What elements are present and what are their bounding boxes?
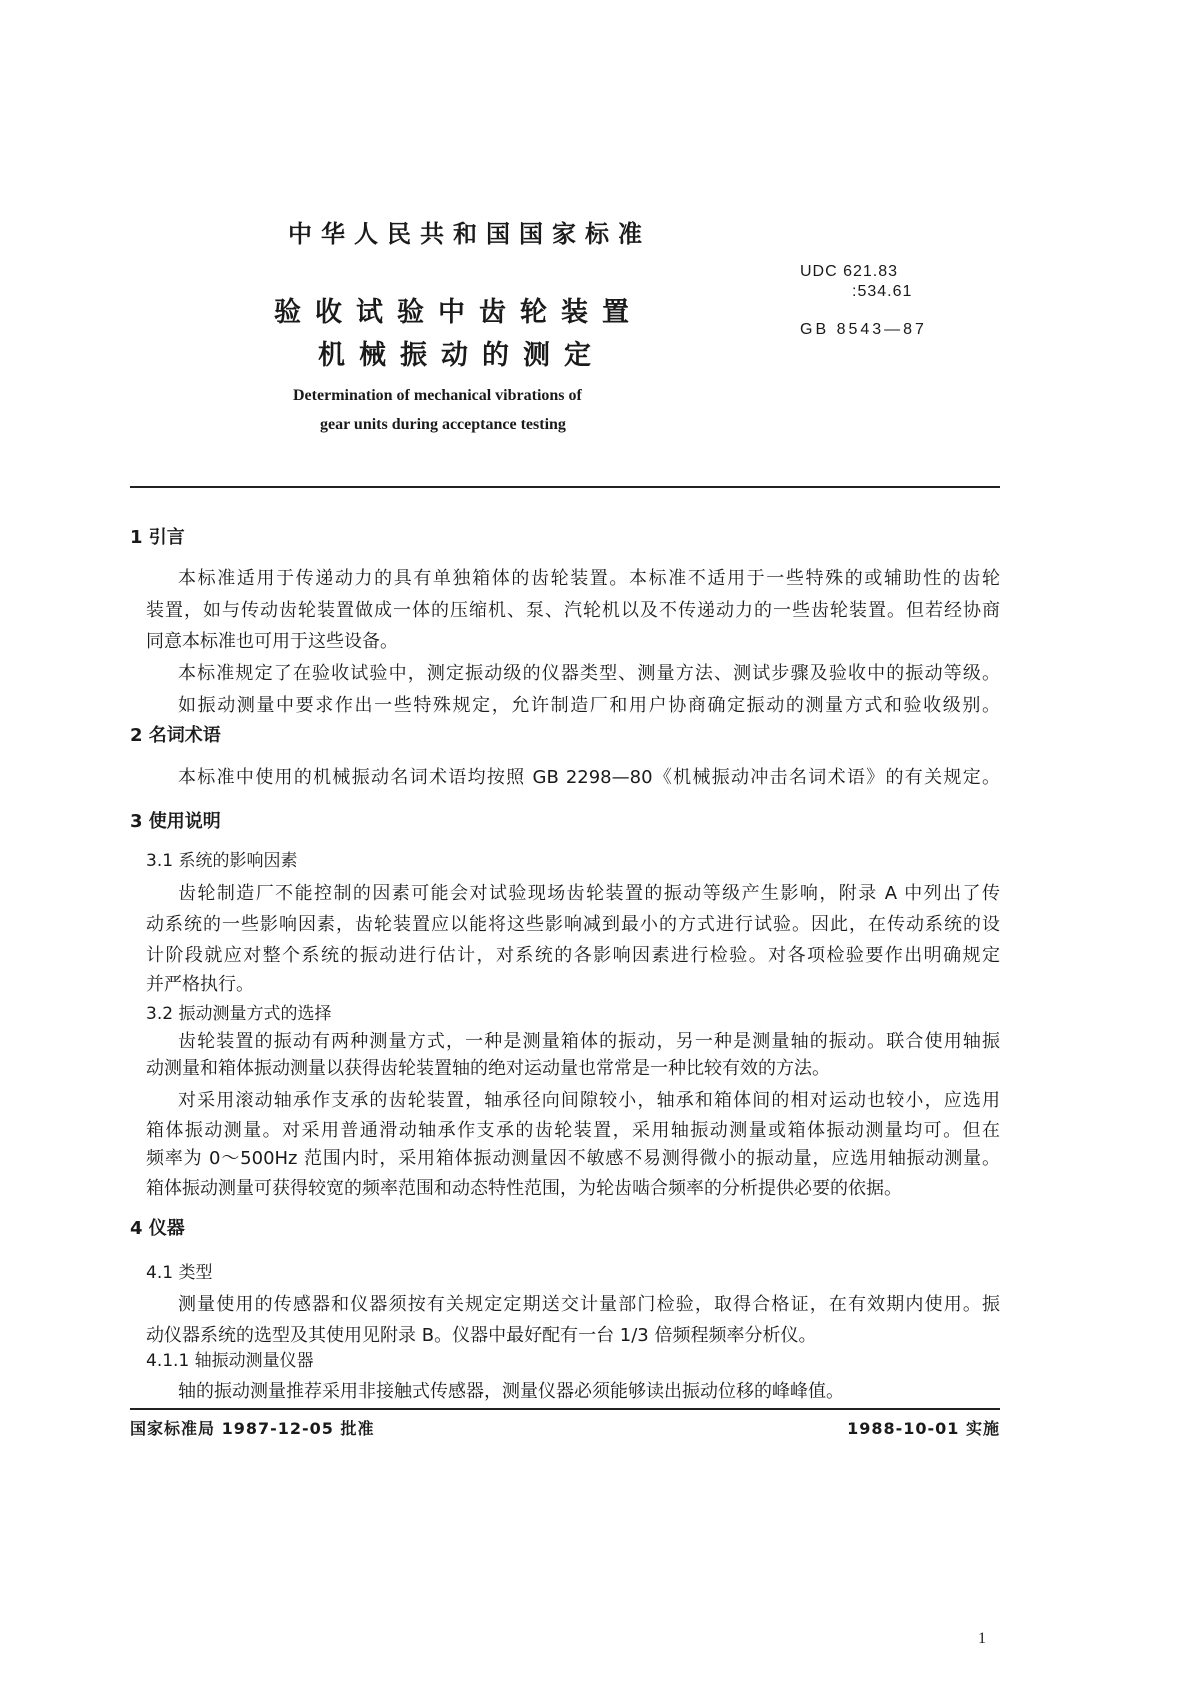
paragraph-line: 并严格执行。 xyxy=(146,974,254,995)
paragraph-line: 本标准适用于传递动力的具有单独箱体的齿轮装置。本标准不适用于一些特殊的或辅助性的齿轮 xyxy=(178,568,1000,589)
paragraph-line: 计阶段就应对整个系统的振动进行估计，对系统的各影响因素进行检验。对各项检验要作出明确规定 xyxy=(146,945,1000,966)
subsection-3-2-heading: 3.2 振动测量方式的选择 xyxy=(146,1004,332,1024)
paragraph-line: 频率为 0～500Hz 范围内时，采用箱体振动测量因不敏感不易测得微小的振动量，应选用轴振动测量。 xyxy=(146,1148,1000,1169)
english-title-2: gear units during acceptance testing xyxy=(320,416,566,433)
paragraph-line: 对采用滚动轴承作支承的齿轮装置，轴承径向间隙较小，轴承和箱体间的相对运动也较小，应选用 xyxy=(178,1090,1000,1111)
top-rule xyxy=(130,486,1000,488)
section-3-heading: 3 使用说明 xyxy=(130,811,221,832)
udc-code: UDC 621.83 xyxy=(800,263,899,280)
paragraph-line: 动系统的一些影响因素，齿轮装置应以能将这些影响减到最小的方式进行试验。因此，在传动系统的设 xyxy=(146,914,1000,935)
paragraph-line: 动仪器系统的选型及其使用见附录 B。仪器中最好配有一台 1/3 倍频程频率分析仪。 xyxy=(146,1325,817,1346)
udc-code-2: :534.61 xyxy=(852,283,913,300)
section-4-heading: 4 仪器 xyxy=(130,1218,185,1239)
paragraph-line: 装置，如与传动齿轮装置做成一体的压缩机、泵、汽轮机以及不传递动力的一些齿轮装置。但若经协商 xyxy=(146,600,1000,621)
english-title-1: Determination of mechanical vibrations of xyxy=(293,387,582,404)
paragraph-line: 本标准中使用的机械振动名词术语均按照 GB 2298—80《机械振动冲击名词术语》的有关规定。 xyxy=(178,767,1000,788)
approval-date: 国家标准局 1987-12-05 批准 xyxy=(130,1419,375,1438)
subsection-4-1-1-heading: 4.1.1 轴振动测量仪器 xyxy=(146,1351,314,1371)
subsection-3-1-heading: 3.1 系统的影响因素 xyxy=(146,851,298,871)
paragraph-line: 箱体振动测量。对采用普通滑动轴承作支承的齿轮装置，采用轴振动测量或箱体振动测量均可。但在 xyxy=(146,1120,1000,1141)
paragraph-line: 测量使用的传感器和仪器须按有关规定定期送交计量部门检验，取得合格证，在有效期内使用。振 xyxy=(178,1294,1000,1315)
paragraph-line: 如振动测量中要求作出一些特殊规定，允许制造厂和用户协商确定振动的测量方式和验收级别。 xyxy=(178,695,1000,716)
paragraph-line: 齿轮装置的振动有两种测量方式，一种是测量箱体的振动，另一种是测量轴的振动。联合使用轴振 xyxy=(178,1031,1000,1052)
paragraph-line: 本标准规定了在验收试验中，测定振动级的仪器类型、测量方法、测试步骤及验收中的振动等级。 xyxy=(178,663,1000,684)
title-line-2: 机械振动的测定 xyxy=(318,340,605,371)
section-2-heading: 2 名词术语 xyxy=(130,725,221,746)
paragraph-line: 箱体振动测量可获得较宽的频率范围和动态特性范围，为轮齿啮合频率的分析提供必要的依据。 xyxy=(146,1178,902,1199)
paragraph-line: 动测量和箱体振动测量以获得齿轮装置轴的绝对运动量也常常是一种比较有效的方法。 xyxy=(146,1058,830,1079)
section-1-heading: 1 引言 xyxy=(130,527,185,548)
title-line-1: 验收试验中齿轮装置 xyxy=(274,297,643,328)
paragraph-line: 同意本标准也可用于这些设备。 xyxy=(146,631,398,652)
effective-date: 1988-10-01 实施 xyxy=(847,1419,1000,1438)
standard-heading: 中华人民共和国国家标准 xyxy=(288,220,651,248)
page-number: 1 xyxy=(978,1630,986,1647)
gb-number: GB 8543—87 xyxy=(800,321,927,338)
paragraph-line: 轴的振动测量推荐采用非接触式传感器，测量仪器必须能够读出振动位移的峰峰值。 xyxy=(178,1381,844,1402)
paragraph-line: 齿轮制造厂不能控制的因素可能会对试验现场齿轮装置的振动等级产生影响，附录 A 中列出了传 xyxy=(178,883,1000,904)
bottom-rule xyxy=(130,1408,1000,1410)
subsection-4-1-heading: 4.1 类型 xyxy=(146,1263,213,1283)
